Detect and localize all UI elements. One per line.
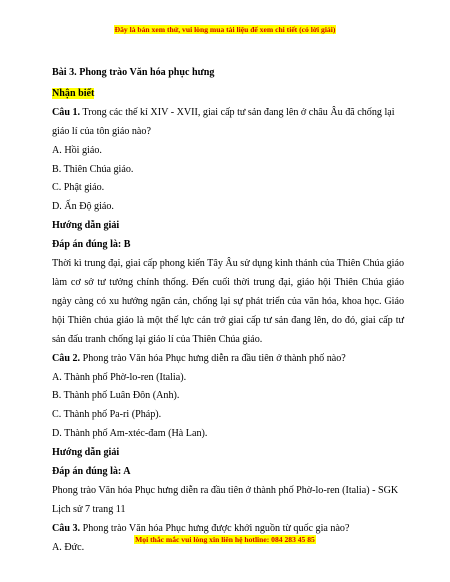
question-1-answer: Đáp án đúng là: B xyxy=(52,239,131,251)
question-1-text: Trong các thế kỉ XIV - XVII, giai cấp tư sản đang lên ở châu Âu đã chống lại giáo lí của tôn giáo nào? xyxy=(52,106,395,137)
question-3-text: Phong trào Văn hóa Phục hưng được khởi nguồn từ quốc gia nào? xyxy=(82,522,350,534)
lesson-title: Bài 3. Phong trào Văn hóa phục hưng xyxy=(52,67,215,78)
question-2-guide-heading: Hướng dẫn giải xyxy=(52,447,120,459)
question-1-option-c: C. Phật giáo. xyxy=(52,182,105,194)
question-2-text: Phong trào Văn hóa Phục hưng diễn ra đầu tiên ở thành phố nào? xyxy=(82,352,346,364)
question-1-option-b: B. Thiên Chúa giáo. xyxy=(52,163,134,175)
preview-notice-banner xyxy=(0,25,450,34)
difficulty-level-label: Nhận biết xyxy=(52,87,95,99)
question-2-explanation: Phong trào Văn hóa Phục hưng diễn ra đầu tiên ở thành phố Phờ-lo-ren (Italia) - SGK Lịch sử 7 trang 11 xyxy=(52,484,399,515)
question-2-label: Câu 2. xyxy=(52,352,81,364)
hotline-notice-banner xyxy=(0,535,450,544)
question-3-option-a: A. Đức. xyxy=(52,541,85,553)
difficulty-level xyxy=(52,85,404,104)
question-2-answer: Đáp án đúng là: A xyxy=(52,466,131,478)
question-1 xyxy=(52,104,404,142)
question-1-option-d: D. Ấn Độ giáo. xyxy=(52,201,114,213)
document-body xyxy=(52,64,404,558)
question-1-guide-heading: Hướng dẫn giải xyxy=(52,220,120,232)
question-1-option-a: A. Hồi giáo. xyxy=(52,144,102,156)
question-2-option-b: B. Thành phố Luân Đôn (Anh). xyxy=(52,390,180,402)
preview-notice-text: Đây là bản xem thử, vui lòng mua tài liệu để xem chi tiết (có lời giải) xyxy=(114,25,336,34)
question-1-label: Câu 1. xyxy=(52,106,81,118)
hotline-notice-text: Mọi thắc mắc vui lòng xin liên hệ hotline: 084 283 45 85 xyxy=(135,535,315,544)
question-2-option-c: C. Thành phố Pa-ri (Pháp). xyxy=(52,409,162,421)
question-2-option-d: D. Thành phố Am-xtéc-đam (Hà Lan). xyxy=(52,428,208,440)
question-3-label: Câu 3. xyxy=(52,522,81,534)
question-2 xyxy=(52,350,404,369)
question-1-explanation: Thời kì trung đại, giai cấp phong kiến Tây Âu sử dụng kinh thánh của Thiên Chúa giáo làm cơ sở tư tưởng chính thống. Đến cuối thời trung đại, giáo hội Thiên Chúa giáo ngày càng có xu hướng ngăn cản, chống lại sự phát triển của văn hóa, khoa học. Giáo hội Thiên chúa giáo là một thế lực cản trở giai cấp tư sản đang lên, do đó, giai cấp tư sản đấu tranh chống lại giáo lí của Thiên Chúa giáo. xyxy=(52,258,404,345)
question-2-option-a: A. Thành phố Phờ-lo-ren (Italia). xyxy=(52,371,187,383)
